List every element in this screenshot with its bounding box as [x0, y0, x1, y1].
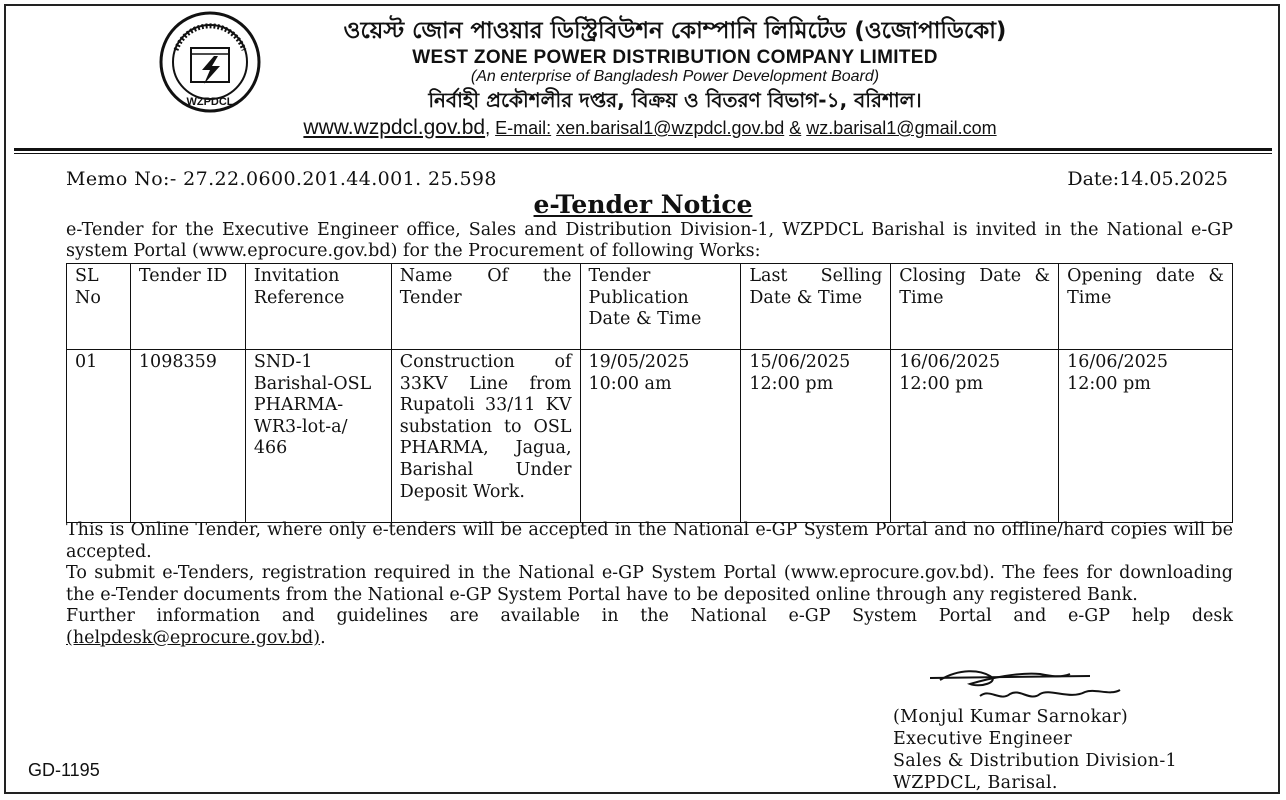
helpdesk-email-link[interactable]: (helpdesk@eprocure.gov.bd): [66, 627, 321, 648]
contact-line: www.wzpdcl.gov.bd, E-mail: xen.barisal1@wzpdcl.gov.bd & wz.barisal1@gmail.com: [303, 116, 997, 139]
note-online-tender: This is Online Tender, where only e-tenders will be accepted in the National e-GP System Portal and no offline/hard copies will be accepted.: [66, 520, 1233, 562]
notice-title: e-Tender Notice: [533, 190, 753, 219]
office-name-bangla: নির্বাহী প্রকৌশলীর দপ্তর, বিক্রয় ও বিতরণ বিভাগ-১, বরিশাল।: [428, 88, 922, 112]
email-separator: &: [789, 118, 802, 138]
header-divider-thick: [14, 148, 1272, 151]
header-last-selling: Last Selling Date & Time: [741, 264, 891, 350]
note-end: .: [320, 627, 326, 648]
signatory-office: WZPDCL, Barisal.: [893, 773, 1058, 793]
note-further-info: [66, 606, 1233, 649]
note-registration: To submit e-Tenders, registration required in the National e-GP System Portal (www.eprocure.gov.bd). The fees for downloading the e-Tender documents from the National e-GP System Portal have to be deposited online through any registered Bank.: [66, 563, 1233, 605]
opening-date: 16/06/2025: [1067, 352, 1168, 372]
closing-date: 16/06/2025: [899, 352, 1001, 372]
last-selling-time: 12:00 pm: [749, 373, 834, 394]
note-further-info-text: Further information and guidelines are available in the National e-GP System Portal and e-GP help desk: [66, 606, 1233, 627]
memo-label: Memo No:-: [66, 168, 177, 190]
email-link-2[interactable]: wz.barisal1@gmail.com: [806, 118, 997, 138]
header-invitation-reference: Invitation Reference: [245, 264, 391, 350]
header-opening: Opening date & Time: [1059, 264, 1233, 350]
memo-number: [66, 168, 497, 190]
cell-invitation-reference: SND-1 Barishal-OSL PHARMA-WR3-lot-a/ 466: [245, 350, 391, 523]
intro-paragraph: e-Tender for the Executive Engineer office, Sales and Distribution Division-1, WZPDCL Barishal is invited in the National e-GP system Portal (www.eprocure.gov.bd) for the Procurement of following Works:: [66, 220, 1233, 261]
cell-opening: [1059, 350, 1233, 523]
signatory-division: Sales & Distribution Division-1: [893, 751, 1177, 771]
signatory-designation: Executive Engineer: [893, 729, 1073, 749]
cell-sl: 01: [67, 350, 131, 523]
closing-time: 12:00 pm: [899, 373, 984, 394]
signatory-block: [893, 706, 1177, 794]
last-selling-date: 15/06/2025: [749, 352, 851, 372]
cell-tender-name: Construction of 33KV Line from Rupatoli 33/11 KV substation to OSL PHARMA, Jagua, Barishal Under Deposit Work.: [391, 350, 580, 523]
header-publication: Tender Publication Date & Time: [580, 264, 741, 350]
cell-closing: [891, 350, 1059, 523]
header-sl: SL No: [67, 264, 131, 350]
opening-time: 12:00 pm: [1067, 373, 1151, 394]
cell-publication: [580, 350, 741, 523]
publication-date: 19/05/2025: [588, 352, 690, 372]
notes-section: [66, 520, 1233, 650]
header-tender-name: Name Of the Tender: [391, 264, 580, 350]
cell-tender-id: 1098359: [130, 350, 245, 523]
company-name-english: WEST ZONE POWER DISTRIBUTION COMPANY LIMITED: [412, 47, 938, 68]
publication-time: 10:00 am: [588, 373, 672, 394]
header-closing: Closing Date & Time: [891, 264, 1059, 350]
company-name-bangla: ওয়েস্ট জোন পাওয়ার ডিস্ট্রিবিউশন কোম্পানি লিমিটেড (ওজোপাডিকো): [343, 18, 1007, 44]
website-link[interactable]: www.wzpdcl.gov.bd: [303, 116, 486, 139]
table-row: [67, 350, 1233, 523]
memo-value: 27.22.0600.201.44.001. 25.598: [183, 168, 497, 190]
cell-last-selling: [741, 350, 891, 523]
header-divider-thin: [14, 153, 1272, 154]
company-subtitle: (An enterprise of Bangladesh Power Development Board): [470, 68, 880, 85]
header-tender-id: Tender ID: [130, 264, 245, 350]
company-logo: [158, 10, 262, 114]
tender-table: [66, 263, 1233, 523]
memo-date: Date:14.05.2025: [1067, 168, 1228, 190]
email-link-1[interactable]: xen.barisal1@wzpdcl.gov.bd: [556, 118, 785, 138]
footer-code: GD-1195: [28, 760, 100, 780]
handwritten-signature: [920, 658, 1140, 706]
signatory-name: (Monjul Kumar Sarnokar): [893, 707, 1129, 727]
logo-text: WZPDCL: [186, 96, 234, 108]
table-header-row: [67, 264, 1233, 350]
email-label: E-mail:: [495, 118, 552, 138]
